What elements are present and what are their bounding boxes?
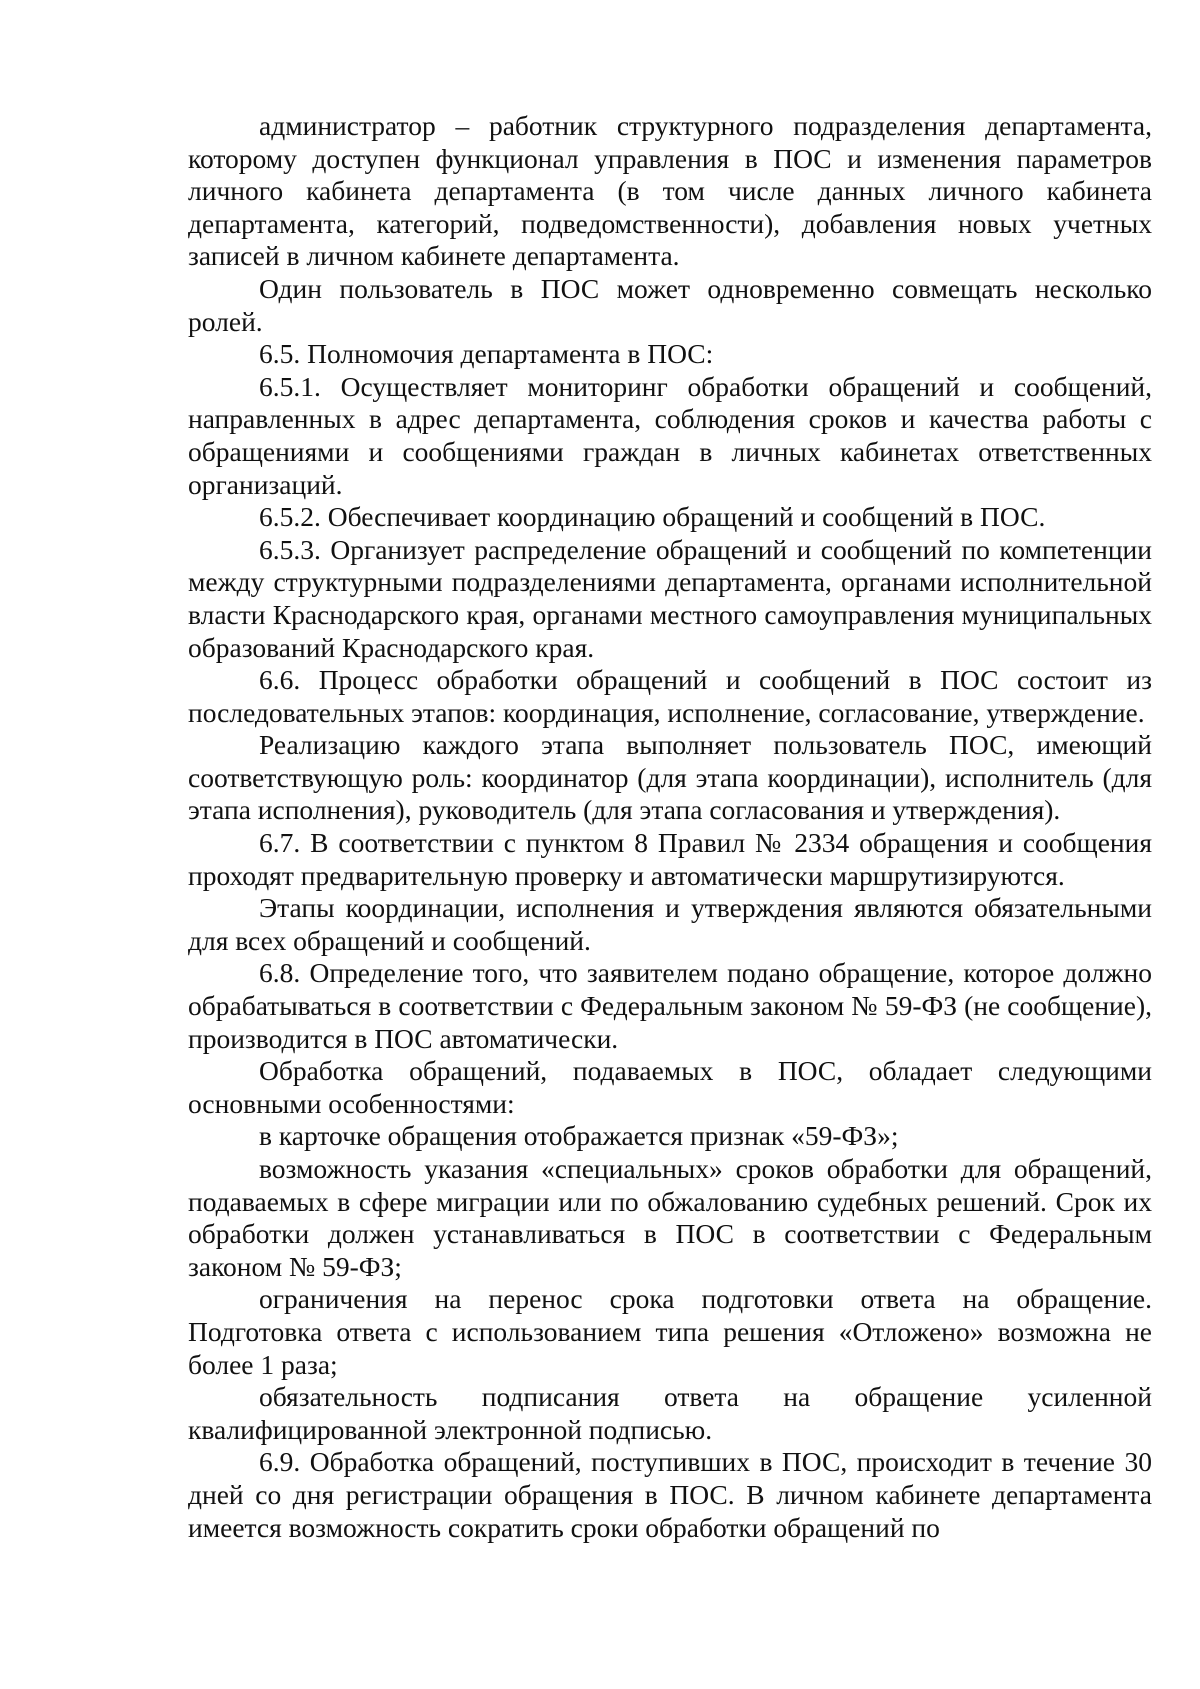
paragraph-feature-59fz-flag: в карточке обращения отображается признак «59-ФЗ»; <box>259 1120 899 1152</box>
paragraph-administrator-role: администратор – работник структурного подразделения департамента, которому доступен функционал управления в ПОС и изменения параметров личного кабинета департамента (в том числе данных личного кабинета департамента, категорий, подведомственности), добавления новых учетных записей в личном кабинете департамента. <box>188 110 1152 272</box>
paragraph-stage-roles: Реализацию каждого этапа выполняет пользователь ПОС, имеющий соответствующую роль: координатор (для этапа координации), исполнитель (для этапа исполнения), руководитель (для этапа согласования и утверждения). <box>188 729 1152 826</box>
paragraph-6-9: 6.9. Обработка обращений, поступивших в ПОС, происходит в течение 30 дней со дня регистрации обращения в ПОС. В личном кабинете департамента имеется возможность сократить сроки обработки обращений по <box>188 1446 1152 1543</box>
paragraph-6-6: 6.6. Процесс обработки обращений и сообщений в ПОС состоит из последовательных этапов: координация, исполнение, согласование, утверждение. <box>188 664 1152 728</box>
paragraph-mandatory-stages: Этапы координации, исполнения и утверждения являются обязательными для всех обращений и сообщений. <box>188 892 1152 956</box>
paragraph-6-5-2: 6.5.2. Обеспечивает координацию обращений и сообщений в ПОС. <box>259 501 1046 533</box>
document-body <box>188 110 1152 1544</box>
paragraph-6-7: 6.7. В соответствии с пунктом 8 Правил № 2334 обращения и сообщения проходят предварительную проверку и автоматически маршрутизируются. <box>188 827 1152 891</box>
paragraph-6-5-3: 6.5.3. Организует распределение обращений и сообщений по компетенции между структурными подразделениями департамента, органами исполнительной власти Краснодарского края, органами местного самоуправления муниципальных образований Краснодарского края. <box>188 533 1152 663</box>
paragraph-6-5: 6.5. Полномочия департамента в ПОС: <box>259 338 714 370</box>
paragraph-6-5-1: 6.5.1. Осуществляет мониторинг обработки обращений и сообщений, направленных в адрес департамента, соблюдения сроков и качества работы с обращениями и сообщениями граждан в личных кабинетах ответственных организаций. <box>188 370 1152 500</box>
paragraph-feature-postpone-limit: ограничения на перенос срока подготовки ответа на обращение. Подготовка ответа с использованием типа решения «Отложено» возможна не более 1 раза; <box>188 1283 1152 1380</box>
paragraph-features-intro: Обработка обращений, подаваемых в ПОС, обладает следующими основными особенностями: <box>188 1055 1152 1119</box>
paragraph-feature-special-deadlines: возможность указания «специальных» сроков обработки для обращений, подаваемых в сфере миграции или по обжалованию судебных решений. Срок их обработки должен устанавливаться в ПОС в соответствии с Федеральным законом № 59-ФЗ; <box>188 1153 1152 1282</box>
paragraph-6-8: 6.8. Определение того, что заявителем подано обращение, которое должно обрабатываться в соответствии с Федеральным законом № 59-ФЗ (не сообщение), производится в ПОС автоматически. <box>188 957 1152 1054</box>
paragraph-combined-roles: Один пользователь в ПОС может одновременно совмещать несколько ролей. <box>188 272 1152 337</box>
paragraph-feature-signature: обязательность подписания ответа на обращение усиленной квалифицированной электронной подписью. <box>188 1381 1152 1445</box>
